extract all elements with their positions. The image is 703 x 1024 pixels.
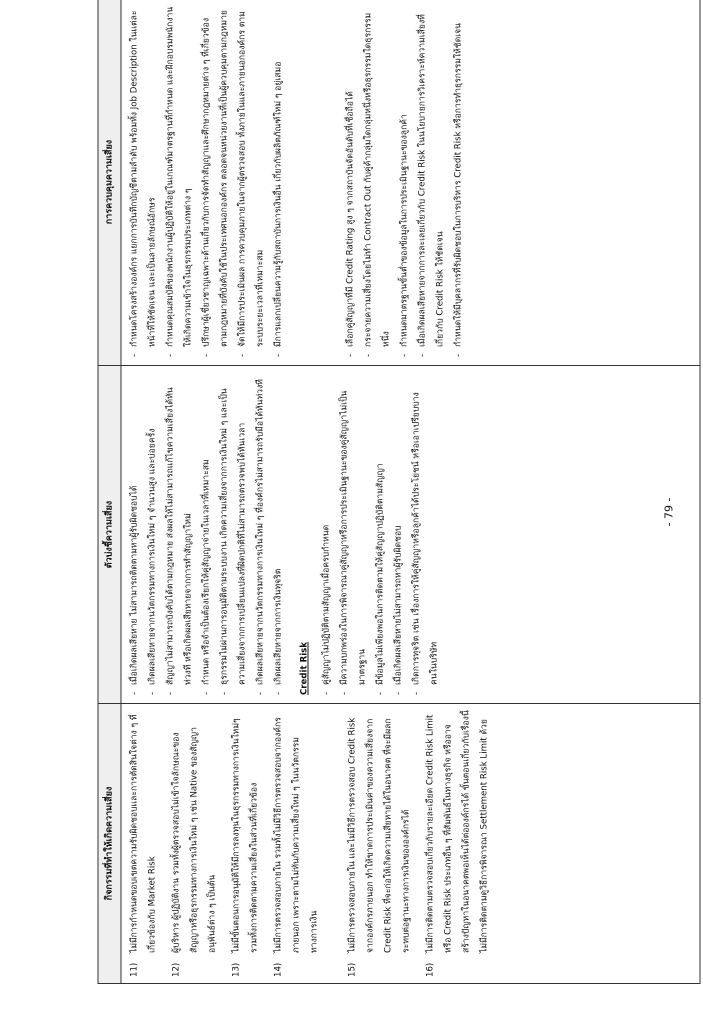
list-item: - คู่สัญญาไม่ปฏิบัติตามสัญญาเมื่อครบกำหนด xyxy=(317,372,335,697)
activity-number: 16) xyxy=(425,962,435,977)
list-item: - เกิดผลเสียหายจากนวัตกรรมทางการเงินใหม่ ๆ ที่องค์กรไม่สามารถรับมือได้ทันท่วงที xyxy=(251,372,269,697)
risk-table xyxy=(97,0,700,984)
activity-item-16 xyxy=(421,710,493,977)
list-item: - เมื่อเกิดผลเสียหาย ไม่สามารถติดตามหาผู้รับผิดชอบได้ xyxy=(125,372,143,697)
header-control: การควบคุมความเสี่ยง xyxy=(98,0,121,366)
activity-item-14 xyxy=(269,710,323,977)
market-risk-list xyxy=(125,372,287,697)
list-item: - เมื่อเกิดผลเสียหายไม่สามารถหาผู้รับผิดชอบ xyxy=(389,372,407,697)
list-item: - เลือกคู่สัญญาที่มี Credit Rating สูง ๆ จากสถาบันจัดอันดับที่เชื่อถือได้ xyxy=(341,5,359,359)
list-item: - กำหนดให้มีบุคลากรที่รับผิดชอบในการบริหาร Credit Risk หรือการทำธุรกรรมให้ชัดเจน xyxy=(449,5,467,359)
section-spacer xyxy=(293,5,341,359)
list-item: - เมื่อเกิดผลเสียหายจากการละเลยเกี่ยวกับ Credit Risk ในนโยบายการวิเคราะห์ความเสี่ยงที่เกี่ยวกับ Credit Risk ให้ชัดเจน xyxy=(413,5,449,359)
list-item: - ธุรกรรมไม่ผ่านการอนุมัติตามระบบงาน เกิดความเสี่ยงจากการเงินใหม่ ๆ และเป็นความเสี่ยงจากการเปลี่ยนแปลงที่ผิดปกติที่ไม่สามารถตรวจพบได้ทันเวลา xyxy=(215,372,251,697)
list-item: - เกิดผลเสียหายจากนวัตกรรมทางการเงินใหม่ ๆ จำนวนสูง และบ่อยครั้ง xyxy=(143,372,161,697)
list-item: - กำหนดคุณสมบัติของพนักงานผู้ปฏิบัติให้อยู่ในเกณฑ์มาตรฐานที่กำหนด และฝึกอบรมพนักงานให้เกิดความเข้าใจในธุรกรรมประเภทต่าง ๆ xyxy=(161,5,197,359)
activity-number: 14) xyxy=(273,962,283,977)
activity-number: 13) xyxy=(231,962,241,977)
list-item: - จัดให้มีการประเมินผล การควบคุมภายในจากผู้ตรวจสอบ ทั้งภายในและภายนอกองค์กร ตามระบบระยะเวลาที่เหมาะสม xyxy=(233,5,269,359)
header-activity: กิจกรรมที่ทำให้เกิดความเสี่ยง xyxy=(98,704,121,984)
activity-text: ไม่มีการตรวจสอบภายใน และไม่มีวิธีการตรวจสอบ Credit Risk จากองค์กรภายนอก ทำให้ขาดการประเมินค่าของความเสี่ยงจาก Credit Risk ที่จะก่อให้เกิดความเสียหายได้ในอนาคต ที่จะมีผลกระทบต่อฐานะทางการเงินขององค์กรได้ xyxy=(347,717,411,953)
activity-item-12 xyxy=(167,710,221,977)
market-control-list xyxy=(125,5,287,359)
credit-control-list xyxy=(341,5,467,359)
control-cell xyxy=(121,0,700,366)
list-item: - มีความบกพร่องในการพิจารณาคู่สัญญาหรือการประเมินฐานะของคู่สัญญาไม่เป็นมาตรฐาน xyxy=(335,372,371,697)
credit-risk-heading: Credit Risk xyxy=(299,642,309,695)
list-item: - มีการแลกเปลี่ยนความรู้กับสถาบันการเงินอื่น เกี่ยวกับผลิตภัณฑ์ใหม่ ๆ อยู่เสมอ xyxy=(269,5,287,359)
list-item: - กำหนดมาตรฐานขั้นต่ำของข้อมูลในการประเมินฐานะของลูกค้า xyxy=(395,5,413,359)
risk-factor-cell xyxy=(121,366,700,704)
list-item: - ปรึกษาผู้เชี่ยวชาญเฉพาะด้านเกี่ยวกับการจัดทำสัญญาและศึกษากฎหมายต่าง ๆ ที่เกี่ยวข้องตามกฎหมายที่บังคับใช้ในประเทศนอกองค์กร ตลอดจนหน่วยงานที่เป็นผู้ควบคุมตามกฎหมาย xyxy=(197,5,233,359)
table-row xyxy=(121,0,700,984)
activity-cell xyxy=(121,704,700,984)
activity-number: 12) xyxy=(171,962,181,977)
page-number: - 79 - xyxy=(662,497,675,527)
activity-text: ผู้บริหาร ผู้ปฏิบัติงาน รวมทั้งผู้ตรวจสอบไม่เข้าใจลักษณะของสัญญาหรือธุรกรรมทางการเงินใหม่ ๆ เช่น Native ของสัญญาอนุพันธ์ต่าง ๆ เป็นต้น xyxy=(171,727,217,953)
activity-item-13 xyxy=(227,710,263,977)
header-risk-factor: ตัวบ่งชี้ความเสี่ยง xyxy=(98,366,121,704)
table-header-row xyxy=(98,0,121,984)
list-item: - มีข้อมูลไม่เพียงพอในการติดตามให้คู่สัญญาปฏิบัติตามสัญญา xyxy=(371,372,389,697)
list-item: - กำหนดโครงสร้างองค์กร แยกการบันทึกบัญชีตามลำดับ พร้อมทั้ง Job Description ในแต่ละหน้าที่ให้ชัดเจน และเป็นลายลักษณ์อักษร xyxy=(125,5,161,359)
list-item: - สัญญาไม่สามารถบังคับได้ตามกฎหมาย ส่งผลให้ไม่สามารถแก้ไขความเสี่ยงได้ทันท่วงที หรือเกิดผลเสียหายจากการทำสัญญาใหม่ xyxy=(161,372,197,697)
activity-number: 15) xyxy=(347,962,357,977)
activity-text: ไม่มีขั้นตอนการอนุมัติให้มีการลงทุนในธุรกรรมทางการเงินใหม่ๆ รวมทั้งการติดตามความเสี่ยงในส่วนที่เกี่ยวข้อง xyxy=(231,718,259,953)
list-item: - เกิดการทุจริต เช่น เรื่องการให้คู่สัญญาหรือลูกค้าได้ประโยชน์ หรือเอาเปรียบบางคนในบริษัท xyxy=(407,372,443,697)
list-item: - กระจายความเสี่ยงโดยไม่ทำ Contract Out กับคู่ค้ากลุ่มใดกลุ่มหนึ่งหรือธุรกรรมใดธุรกรรมหนึ่ง xyxy=(359,5,395,359)
credit-risk-list xyxy=(317,372,443,697)
activity-text: ไม่มีการติดตามตรวจสอบเกี่ยวกับรายละเอียด Credit Risk Limit หรือ Credit Risk ประเภทอื่น ๆ ที่สัมพันธ์ในทางธุรกิจ หรืออาจสร้างปัญหาในอนาคตพอเห็นได้ต่อองค์กรได้ ขั้นตอนเกี่ยวกับเรื่องนี้ไม่มีการติดตามดูวิธีการพิจารณา Settlement Risk Limit ด้วย xyxy=(425,710,489,953)
activity-text: ไม่มีการตรวจสอบภายใน รวมทั้งไม่มีวิธีการตรวจสอบจากองค์กรภายนอก เพราะตามไม่ทันกับความเสี่ยงใหม่ ๆ ในนวัตกรรมทางการเงิน xyxy=(273,717,319,953)
activity-item-11 xyxy=(125,710,161,977)
list-item: - เกิดผลเสียหายจากการเงินทุจริต xyxy=(269,372,287,697)
activity-text: ไม่มีการกำหนดขอบเขตความรับผิดชอบและการตัดสินใจต่าง ๆ ที่เกี่ยวข้องกับ Market Risk xyxy=(129,714,157,953)
activity-item-15 xyxy=(343,710,415,977)
activity-number: 11) xyxy=(129,962,139,977)
list-item: - กำหนด หรือจำเป็นต้องเรียกให้คู่สัญญาจ่ายในเวลาที่เหมาะสม xyxy=(197,372,215,697)
